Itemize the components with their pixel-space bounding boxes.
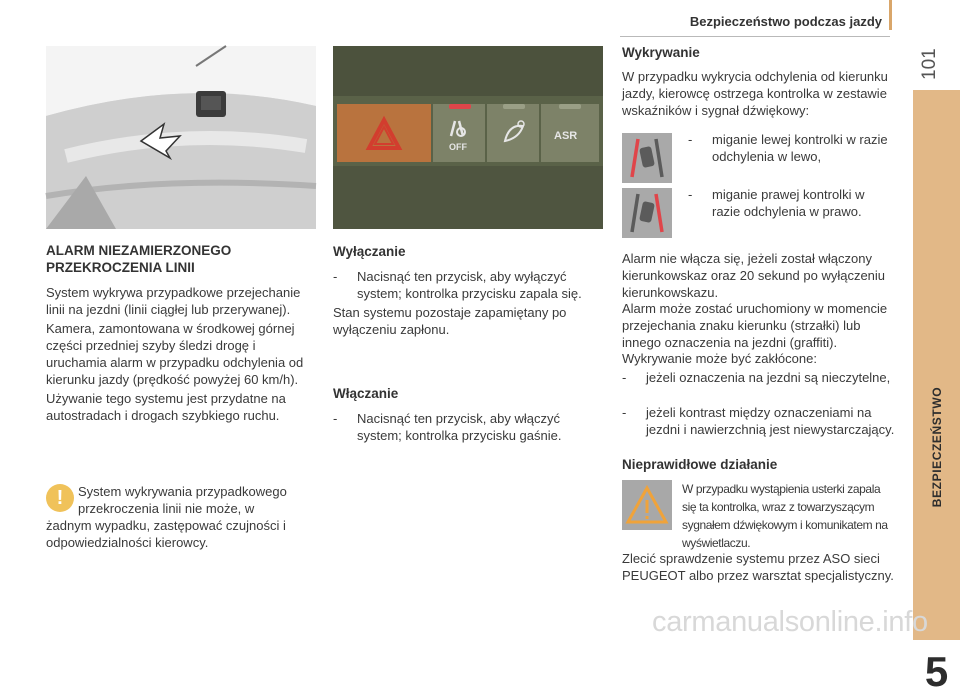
warning-note-rest: żadnym wypadku, zastępować czujności i odpowiedzialności kierowcy. bbox=[46, 518, 286, 550]
warning-note-line-2: przekroczenia linii nie może, w bbox=[78, 501, 255, 516]
lane-departure-right-icon bbox=[622, 188, 672, 238]
dashboard-buttons-photo bbox=[333, 46, 603, 229]
malfunction-heading: Nieprawidłowe działanie bbox=[622, 457, 778, 472]
disturbance-item-1 bbox=[622, 369, 897, 386]
dashboard-illustration bbox=[333, 46, 603, 229]
chapter-label: BEZPIECZEŃSTWO bbox=[930, 386, 944, 508]
page-header-title: Bezpieczeństwo podczas jazdy bbox=[689, 14, 882, 29]
disturbance-item-2-text: jeżeli kontrast między oznaczeniami na jezdni i nawierzchnią jest niewystarczający. bbox=[646, 405, 895, 437]
header-divider bbox=[620, 36, 890, 37]
detection-intro: W przypadku wykrycia odchylenia od kierunku jazdy, kierowcę ostrzega kontrolka w zestawie wskaźników i sygnał dźwiękowy: bbox=[622, 69, 888, 118]
disturbance-item-2 bbox=[622, 404, 897, 438]
lane-alarm-heading: ALARM NIEZAMIERZONEGO PRZEKROCZENIA LINII bbox=[46, 243, 232, 275]
left-blink-text: miganie lewej kontrolki w razie odchylenia w lewo, bbox=[712, 132, 888, 164]
switch-on-item-text: Nacisnąć ten przycisk, aby włączyć system; kontrolka przycisku gaśnie. bbox=[357, 411, 562, 443]
switch-off-item bbox=[333, 268, 605, 302]
right-blink-text: miganie prawej kontrolki w razie odchylenia w prawo. bbox=[712, 187, 865, 219]
lane-left-indicator-drawing bbox=[622, 133, 672, 183]
lane-alarm-paragraph-2: Kamera, zamontowana w środkowej górnej części przedniej szyby śledzi drogę i uruchamia alarm w przypadku odchylenia od kierunku jazdy (prędkość powyżej 60 km/h). bbox=[46, 321, 304, 387]
disturbance-intro: Wykrywanie może być zakłócone: bbox=[622, 351, 817, 366]
left-blink-item bbox=[688, 131, 893, 165]
list-dash: - bbox=[333, 411, 338, 426]
lane-departure-left-icon bbox=[622, 133, 672, 183]
header-accent-tick bbox=[889, 0, 892, 30]
switch-off-note: Stan systemu pozostaje zapamiętany po wyłączeniu zapłonu. bbox=[333, 305, 567, 337]
switch-on-item bbox=[333, 410, 605, 444]
malfunction-note: W przypadku wystąpienia usterki zapala się ta kontrolka, wraz z towarzyszącym sygnałem dźwiękowym i komunikatem na wyświetlaczu. bbox=[682, 482, 888, 550]
off-label: OFF bbox=[449, 142, 467, 152]
list-dash: - bbox=[622, 405, 627, 420]
lane-alarm-paragraph-1: System wykrywa przypadkowe przejechanie linii na jezdni (linii ciągłej lub przerywanej). bbox=[46, 285, 301, 317]
right-blink-item bbox=[688, 186, 893, 220]
chapter-number: 5 bbox=[924, 648, 949, 695]
warning-triangle-drawing bbox=[622, 480, 672, 530]
list-dash: - bbox=[688, 187, 693, 202]
indicator-paragraph: Alarm nie włącza się, jeżeli został włączony kierunkowskaz oraz 20 sekund po wyłączeniu kierunkowskazu. bbox=[622, 251, 886, 300]
disturbance-item-1-text: jeżeli oznaczenia na jezdni są nieczytelne, bbox=[646, 370, 891, 385]
windshield-camera-photo bbox=[46, 46, 316, 229]
service-warning-icon bbox=[622, 480, 672, 530]
lane-alarm-paragraph-3: Używanie tego systemu jest przydatne na autostradach i drogach szybkiego ruchu. bbox=[46, 391, 286, 423]
malfunction-text: Zlecić sprawdzenie systemu przez ASO sieci PEUGEOT albo przez warsztat specjalistyczny. bbox=[622, 551, 894, 583]
detection-heading: Wykrywanie bbox=[622, 45, 700, 60]
exclamation-warning-icon: ! bbox=[46, 484, 74, 512]
watermark: carmanualsonline.info bbox=[652, 606, 928, 638]
switch-off-item-text: Nacisnąć ten przycisk, aby wyłączyć system; kontrolka przycisku zapala się. bbox=[357, 269, 582, 301]
switch-off-heading: Wyłączanie bbox=[333, 244, 406, 259]
list-dash: - bbox=[333, 269, 338, 284]
marking-paragraph: Alarm może zostać uruchomiony w momencie przejechania znaku kierunku (strzałki) lub innego oznaczenia na jezdni (graffiti). bbox=[622, 301, 888, 350]
list-dash: - bbox=[688, 132, 693, 147]
warning-note-line-1: System wykrywania przypadkowego bbox=[78, 484, 287, 499]
chapter-side-tab bbox=[913, 90, 960, 695]
list-dash: - bbox=[622, 370, 627, 385]
lane-right-indicator-drawing bbox=[622, 188, 672, 238]
asr-label: ASR bbox=[554, 130, 578, 142]
switch-on-heading: Włączanie bbox=[333, 386, 399, 401]
page-number: 101 bbox=[919, 48, 940, 80]
windshield-illustration bbox=[46, 46, 316, 229]
